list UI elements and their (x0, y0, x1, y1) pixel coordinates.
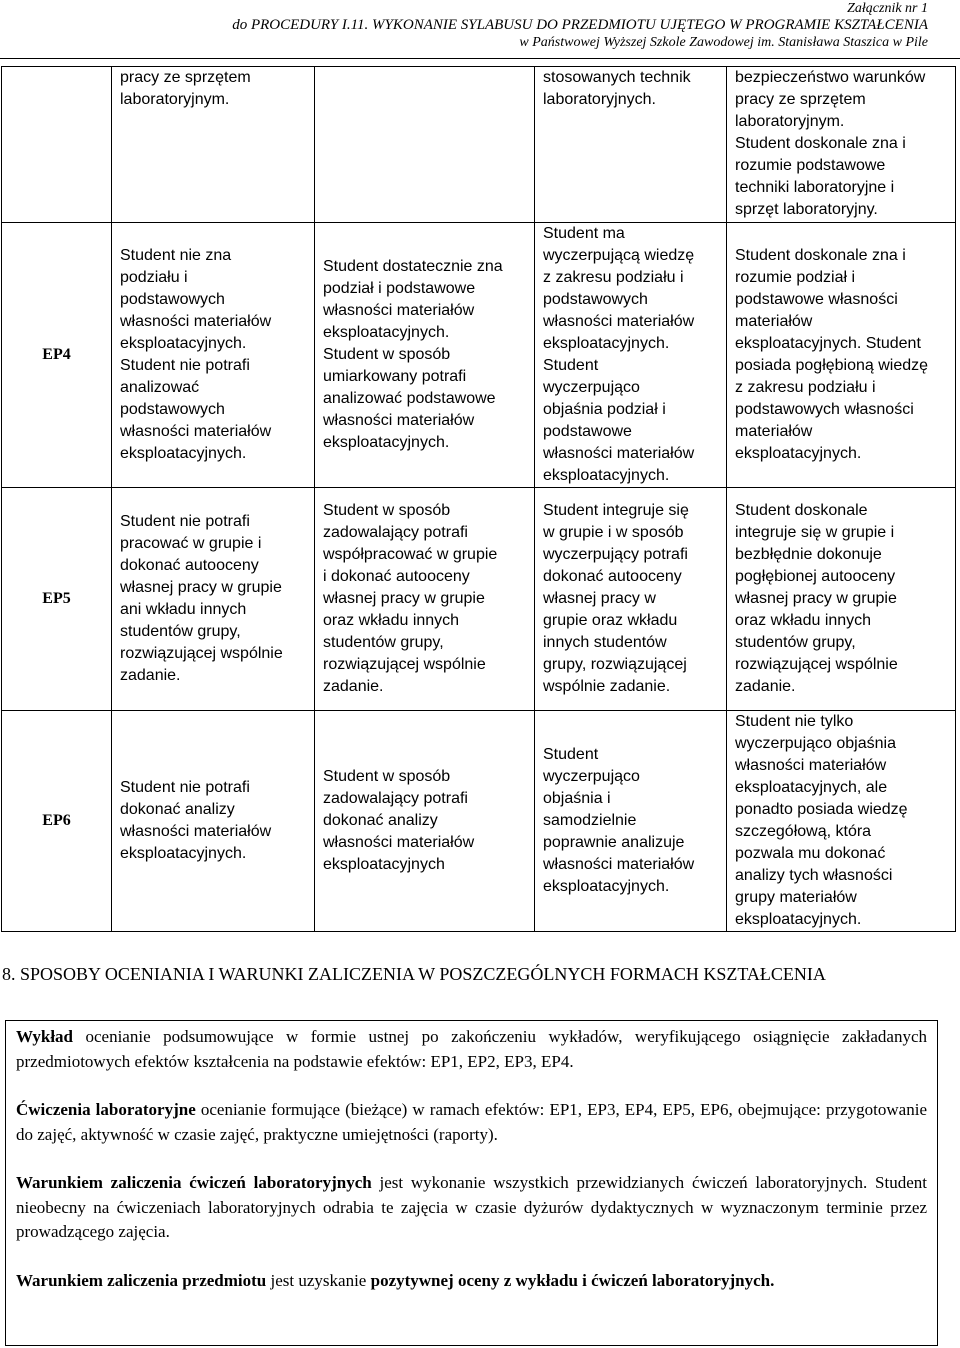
procedure-title: do PROCEDURY I.11. WYKONANIE SYLABUSU DO PRZEDMIOTU UJĘTEGO W PROGRAMIE KSZTAŁCENIA (232, 17, 928, 33)
grade-3-cell: Student dostatecznie zna podział i podstawowe własności materiałów eksploatacyjnych. Student w sposób umiarkowany potrafi analizować podstawowe własności materiałów eksploatacyjnych. (315, 223, 535, 488)
grade-4-cell: Student integruje się w grupie i w sposób wyczerpujący potrafi dokonać autooceny własnej pracy w grupie oraz wkładu innych studentów grupy, rozwiązującej wspólnie zadanie. (535, 488, 727, 711)
table-row (2, 711, 956, 932)
lecture-label: Wykład (16, 1027, 74, 1046)
grade-5-cell: Student doskonale integruje się w grupie i bezbłędnie dokonuje pogłębionej autooceny własnej pracy w grupie oraz wkładu innych studentów grupy, rozwiązującej wspólnie zadanie. (727, 488, 956, 711)
grade-3-cell (315, 67, 535, 223)
course-condition-paragraph: Warunkiem zaliczenia przedmiotu jest uzyskanie pozytywnej oceny z wykładu i ćwiczeń laboratoryjnych. (16, 1270, 775, 1290)
outcome-code (2, 67, 112, 223)
table-row (2, 223, 956, 488)
page-header (232, 0, 928, 51)
outcome-code: EP5 (2, 488, 112, 711)
table-row (2, 67, 956, 223)
grade-2-cell: pracy ze sprzętem laboratoryjnym. (112, 67, 315, 223)
grade-3-cell: Student w sposób zadowalający potrafi dokonać analizy własności materiałów eksploatacyjnych (315, 711, 535, 932)
grade-4-cell: Student ma wyczerpującą wiedzę z zakresu podziału i podstawowych własności materiałów eksploatacyjnych. Student wyczerpująco objaśnia podział i podstawowe własności materiałów eksploatacyjnych. (535, 223, 727, 488)
grade-4-cell: stosowanych technik laboratoryjnych. (535, 67, 727, 223)
grade-5-cell: Student doskonale zna i rozumie podział i podstawowe własności materiałów eksploatacyjnych. Student posiada pogłębioną wiedzę z zakresu podziału i podstawowych własności materiałów eksploatacyjnych. (727, 223, 956, 488)
grade-5-cell: Student nie tylko wyczerpująco objaśnia własności materiałów eksploatacyjnych, ale ponadto posiada wiedzę szczegółową, która pozwala mu dokonać analizy tych własności grupy materiałów eksploatacyjnych. (727, 711, 956, 932)
lab-paragraph: Ćwiczenia laboratoryjne ocenianie formujące (bieżące) w ramach efektów: EP1, EP3, EP4, EP5, EP6, obejmujące: przygotowanie do zajęć, aktywność w czasie zajęć, praktyczne umiejętności (raporty). (16, 1100, 928, 1144)
grade-5-cell: bezpieczeństwo warunków pracy ze sprzętem laboratoryjnym. Student doskonale zna i rozumie podstawowe techniki laboratoryjne i sprzęt laboratoryjny. (727, 67, 956, 223)
lab-condition-label: Warunkiem zaliczenia ćwiczeń laboratoryjnych (16, 1173, 372, 1192)
outcome-code: EP4 (2, 223, 112, 488)
header-rule (0, 58, 960, 59)
lab-label: Ćwiczenia laboratoryjne (16, 1100, 196, 1119)
grade-3-cell: Student w sposób zadowalający potrafi współpracować w grupie i dokonać autooceny własnej pracy w grupie oraz wkładu innych studentów grupy, rozwiązującej wspólnie zadanie. (315, 488, 535, 711)
attachment-label: Załącznik nr 1 (847, 1, 928, 16)
grade-2-cell: Student nie potrafi pracować w grupie i dokonać autooceny własnej pracy w grupie ani wkładu innych studentów grupy, rozwiązującej wspólnie zadanie. (112, 488, 315, 711)
grade-4-cell: Student wyczerpująco objaśnia i samodzielnie poprawnie analizuje własności materiałów eksploatacyjnych. (535, 711, 727, 932)
outcome-code: EP6 (2, 711, 112, 932)
grade-2-cell: Student nie zna podziału i podstawowych własności materiałów eksploatacyjnych. Student nie potrafi analizować podstawowych własności materiałów eksploatacyjnych. (112, 223, 315, 488)
lab-condition-paragraph: Warunkiem zaliczenia ćwiczeń laboratoryjnych jest wykonanie wszystkich przewidzianych ćwiczeń laboratoryjnych. Student nieobecny na ćwiczeniach laboratoryjnych odrabia te zajęcia w czasie dyżurów dydaktycznych w wyznaczonym terminie przez prowadzącego zajęcia. (16, 1173, 927, 1241)
learning-outcomes-table (1, 66, 956, 932)
course-condition-label: Warunkiem zaliczenia przedmiotu (16, 1270, 267, 1290)
section-title: 8. SPOSOBY OCENIANIA I WARUNKI ZALICZENIA W POSZCZEGÓLNYCH FORMACH KSZTAŁCENIA (2, 964, 826, 984)
table-row (2, 488, 956, 711)
grade-2-cell: Student nie potrafi dokonać analizy własności materiałów eksploatacyjnych. (112, 711, 315, 932)
course-condition-value: pozytywnej oceny z wykładu i ćwiczeń laboratoryjnych. (370, 1270, 775, 1290)
assessment-box (5, 1020, 938, 1346)
lecture-paragraph: Wykład ocenianie podsumowujące w formie ustnej po zakończeniu wykładów, weryfikującego osiągnięcie zakładanych przedmiotowych efektów kształcenia na podstawie efektów: EP1, EP2, EP3, EP4. (16, 1027, 927, 1071)
school-name: w Państwowej Wyższej Szkole Zawodowej im. Stanisława Staszica w Pile (519, 35, 928, 50)
